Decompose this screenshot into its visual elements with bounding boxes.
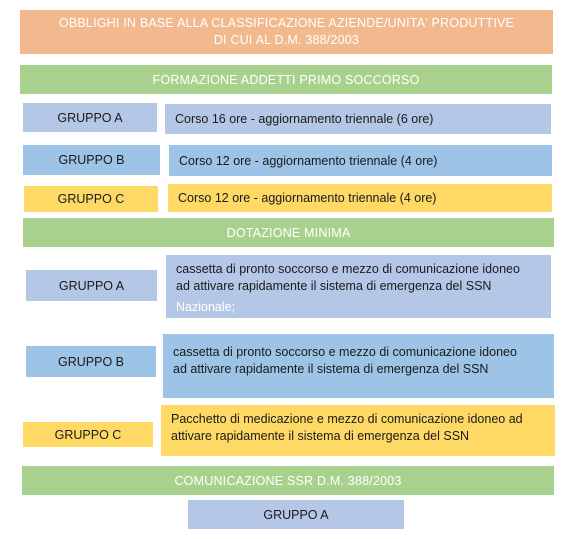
title-line-2: DI CUI AL D.M. 388/2003 [213,33,360,47]
formazione-text-a [165,104,551,134]
dotazione-group-b-label: GRUPPO B [58,354,124,369]
formazione-text-c-label: Corso 12 ore - aggiornamento triennale (4 ore) [178,191,437,205]
dotazione-text-b-line-2: ad attivare rapidamente il sistema di emergenza del SSN [173,362,489,376]
dotazione-text-a-line-3: Nazionale; [176,300,236,314]
dotazione-group-c-label: GRUPPO C [54,427,122,442]
comunicazione-header [22,466,554,495]
dotazione-group-c [23,422,153,447]
comunicazione-header-label: COMUNICAZIONE SSR D.M. 388/2003 [174,473,402,488]
formazione-group-a-label: GRUPPO A [57,110,123,125]
dotazione-text-a-line-1: cassetta di pronto soccorso e mezzo di comunicazione idoneo [176,262,520,276]
dotazione-header [23,218,554,247]
formazione-header-label: FORMAZIONE ADDETTI PRIMO SOCCORSO [152,72,420,87]
formazione-group-c [24,186,158,212]
dotazione-text-c [161,405,555,456]
formazione-text-a-label: Corso 16 ore - aggiornamento triennale (6 ore) [175,112,434,126]
title-box [20,10,553,54]
dotazione-text-b-line-1: cassetta di pronto soccorso e mezzo di comunicazione idoneo [173,345,517,359]
dotazione-group-b [26,346,156,377]
formazione-group-c-label: GRUPPO C [57,192,125,206]
dotazione-text-c-line-2: attivare rapidamente il sistema di emergenza del SSN [171,429,470,443]
dotazione-group-a-label: GRUPPO A [58,278,125,293]
comunicazione-group-a [188,500,404,529]
formazione-text-b [169,145,552,176]
formazione-group-a [23,103,157,132]
dotazione-text-c-line-1: Pacchetto di medicazione e mezzo di comunicazione idoneo ad [171,412,523,426]
dotazione-text-a [166,255,551,318]
formazione-header [20,65,552,94]
dotazione-text-b [163,334,554,398]
formazione-group-b [23,145,160,175]
dotazione-header-label: DOTAZIONE MINIMA [226,225,351,240]
dotazione-text-a-line-2: ad attivare rapidamente il sistema di emergenza del SSN [176,279,492,293]
comunicazione-group-a-label: GRUPPO A [263,507,329,522]
formazione-text-b-label: Corso 12 ore - aggiornamento triennale (4 ore) [179,153,438,168]
dotazione-group-a [26,270,157,301]
title-line-1: OBBLIGHI IN BASE ALLA CLASSIFICAZIONE AZIENDE/UNITA' PRODUTTIVE [58,16,515,30]
formazione-group-b-label: GRUPPO B [58,153,125,167]
formazione-text-c [168,184,552,212]
